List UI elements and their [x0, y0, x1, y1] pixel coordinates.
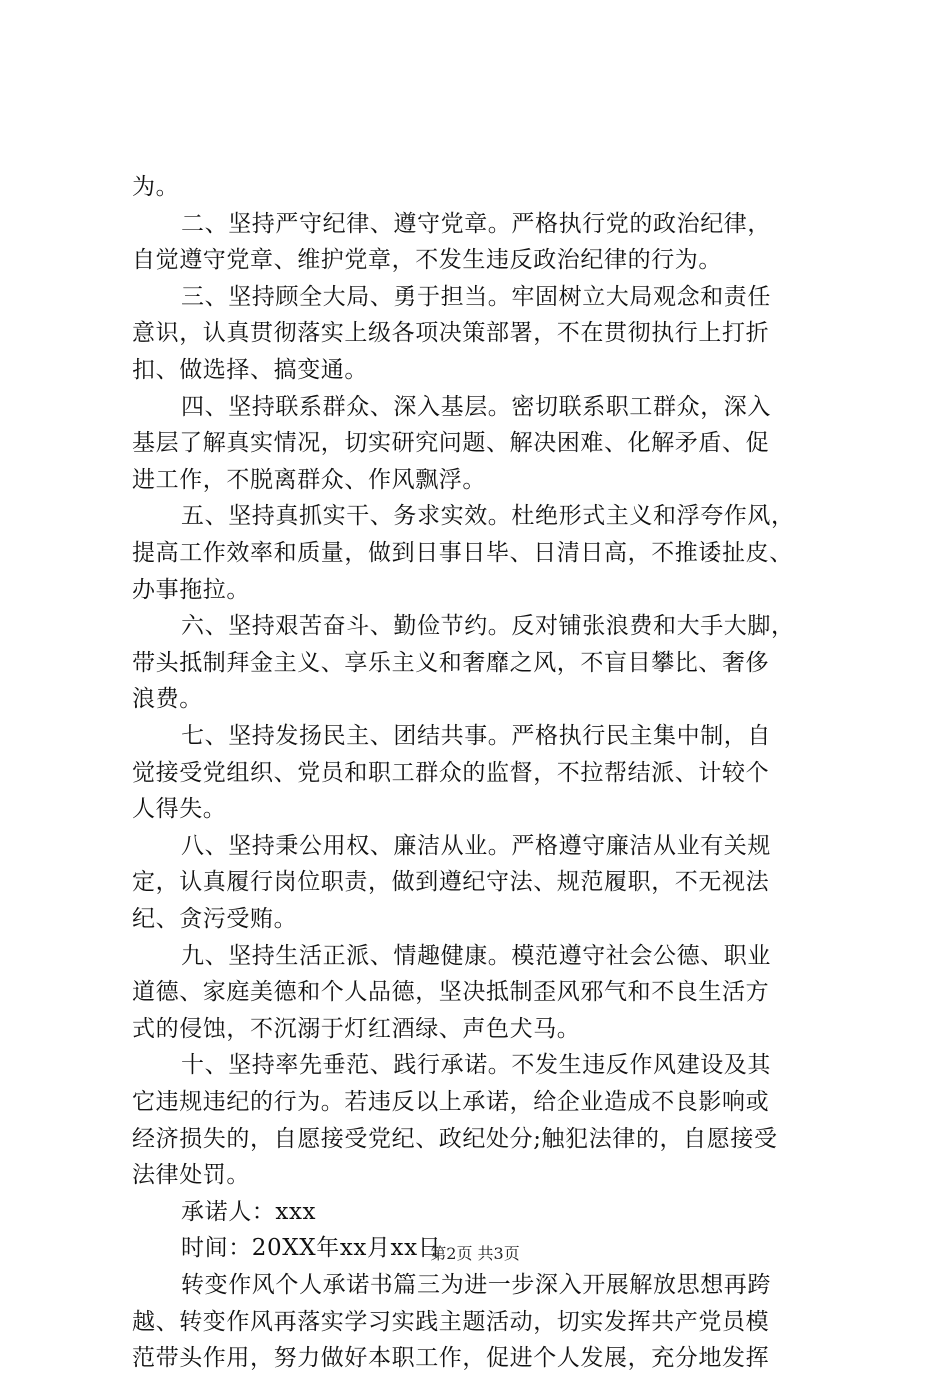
- text-line: 范带头作用，努力做好本职工作，促进个人发展，充分地发挥: [132, 1345, 770, 1372]
- text-line: 十、坚持率先垂范、践行承诺。不发生违反作风建设及其: [181, 1052, 771, 1079]
- text-line: 觉接受党组织、党员和职工群众的监督，不拉帮结派、计较个: [132, 759, 770, 786]
- text-line: 五、坚持真抓实干、务求实效。杜绝形式主义和浮夸作风，: [181, 503, 795, 530]
- text-line: 提高工作效率和质量，做到日事日毕、日清日高，不推诿扯皮、: [132, 540, 793, 566]
- text-line: 它违规违纪的行为。若违反以上承诺，给企业造成不良影响或: [132, 1089, 770, 1115]
- text-line: 式的侵蚀，不沉溺于灯红酒绿、声色犬马。: [132, 1015, 581, 1042]
- text-line: 浪费。: [132, 686, 203, 713]
- text-line: 四、坚持联系群众、深入基层。密切联系职工群众，深入: [181, 393, 771, 420]
- text-line: 人得失。: [132, 796, 227, 823]
- text-line: 二、坚持严守纪律、遵守党章。严格执行党的政治纪律，: [181, 210, 771, 237]
- text-line: 时间：20XX年xx月xx日: [181, 1235, 442, 1262]
- text-line: 扣、做选择、搞变通。: [132, 357, 368, 383]
- text-line: 法律处罚。: [132, 1162, 250, 1189]
- text-line: 九、坚持生活正派、情趣健康。模范遵守社会公德、职业: [181, 942, 771, 969]
- text-line: 定，认真履行岗位职责，做到遵纪守法、规范履职，不无视法: [132, 869, 770, 896]
- text-line: 八、坚持秉公用权、廉洁从业。严格遵守廉洁从业有关规: [181, 832, 771, 859]
- text-line: 越、转变作风再落实学习实践主题活动，切实发挥共产党员模: [132, 1308, 770, 1335]
- text-line: 意识，认真贯彻落实上级各项决策部署，不在贯彻执行上打折: [132, 320, 770, 347]
- text-line: 承诺人：xxx: [181, 1198, 317, 1225]
- text-line: 为。: [132, 174, 180, 200]
- text-line: 经济损失的，自愿接受党纪、政纪处分;触犯法律的，自愿接受: [132, 1125, 778, 1152]
- text-line: 转变作风个人承诺书篇三为进一步深入开展解放思想再跨: [181, 1272, 771, 1298]
- text-line: 办事拖拉。: [132, 576, 250, 603]
- text-line: 道德、家庭美德和个人品德，坚决抵制歪风邪气和不良生活方: [132, 979, 770, 1006]
- text-line: 自觉遵守党章、维护党章，不发生违反政治纪律的行为。: [132, 247, 722, 274]
- text-line: 三、坚持顾全大局、勇于担当。牢固树立大局观念和责任: [181, 283, 771, 310]
- text-line: 基层了解真实情况，切实研究问题、解决困难、化解矛盾、促: [132, 430, 770, 457]
- page-indicator: 第2页 共3页: [430, 1244, 520, 1263]
- text-line: 七、坚持发扬民主、团结共事。严格执行民主集中制，自: [181, 723, 771, 749]
- text-line: 纪、贪污受贿。: [132, 906, 298, 932]
- text-line: 六、坚持艰苦奋斗、勤俭节约。反对铺张浪费和大手大脚，: [181, 613, 795, 640]
- text-line: 进工作，不脱离群众、作风飘浮。: [132, 466, 486, 493]
- text-line: 带头抵制拜金主义、享乐主义和奢靡之风，不盲目攀比、奢侈: [132, 649, 770, 676]
